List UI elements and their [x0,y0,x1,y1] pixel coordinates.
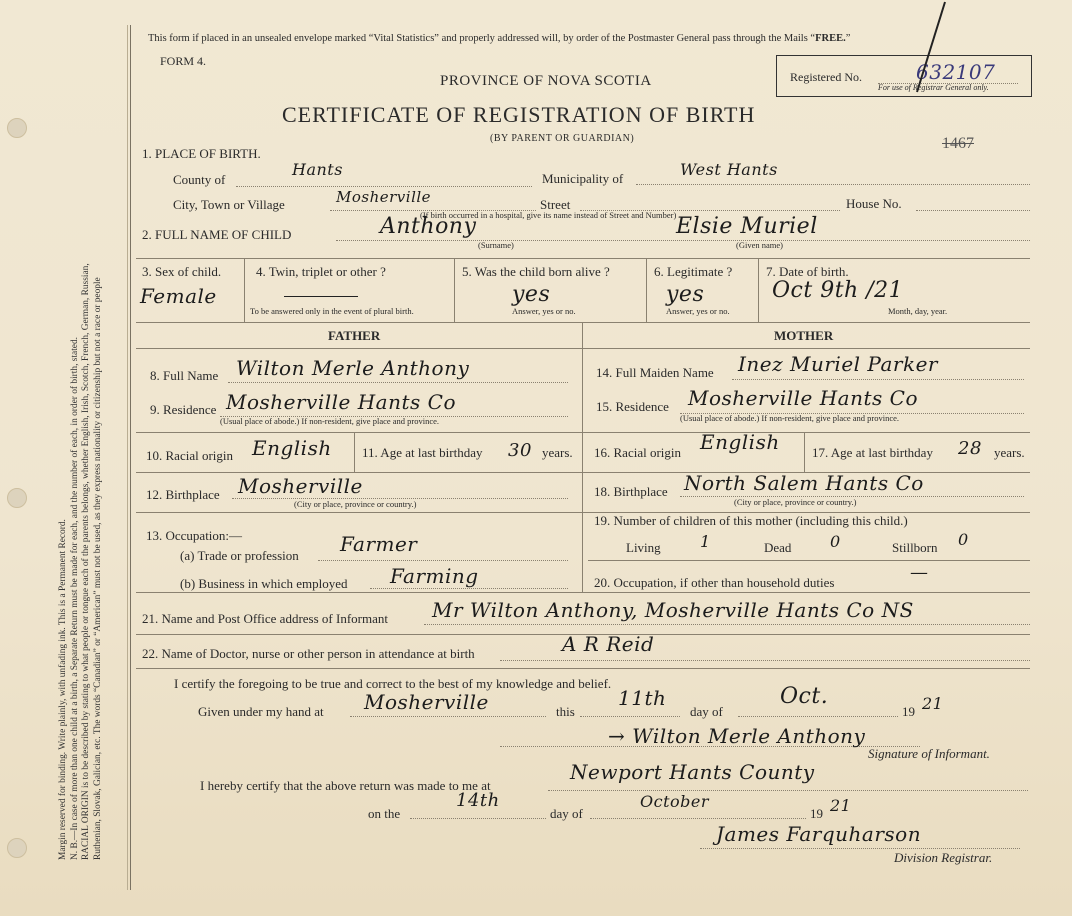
street-label: Street [540,197,571,212]
child-name-label: 2. FULL NAME OF CHILD [142,227,292,242]
day-of-label: day of [690,704,723,719]
reg-day-line [410,818,546,819]
given-line [350,716,546,717]
parents-divider [582,322,583,592]
given-label: Given under my hand at [198,704,324,719]
living-label: Living [626,540,661,555]
mother-birthplace: North Salem Hants Co [684,471,924,495]
twin-label: 4. Twin, triplet or other ? [256,264,386,279]
doctor-label: 22. Name of Doctor, nurse or other person in attendance at birth [142,646,475,661]
municipality-label: Municipality of [542,171,624,186]
registrar-sig-line [700,848,1020,849]
rule [454,258,455,322]
twin-note: To be answered only in the event of plural birth. [250,306,414,316]
sex-value: Female [140,284,217,308]
father-name-label: 8. Full Name [150,368,219,383]
business-line [370,588,568,589]
registrar-day: 14th [456,790,500,811]
father-birthplace: Mosherville [238,474,363,498]
registrar-place-line [548,790,1028,791]
stillborn-value: 0 [958,530,969,549]
father-name: Wilton Merle Anthony [236,356,470,380]
doctor-value: A R Reid [562,632,655,656]
mother-heading: MOTHER [774,328,834,343]
margin-rule [130,25,131,890]
mother-age: 28 [958,438,982,459]
trade-line [318,560,568,561]
registrar-signature: James Farquharson [716,822,922,846]
dead-label: Dead [764,540,792,555]
alive-label: 5. Was the child born alive ? [462,264,610,279]
rule [136,322,1030,323]
date-value: Oct 9th /21 [772,278,904,303]
place-label: 1. PLACE OF BIRTH. [142,146,261,161]
living-value: 1 [700,532,711,551]
margin-rule [127,25,128,890]
mother-res-note: (Usual place of abode.) If non-resident, give place and province. [680,413,900,423]
trade-value: Farmer [340,532,418,556]
father-res-label: 9. Residence [150,402,217,417]
certify-text: I certify the foregoing to be true and correct to the best of my knowledge and belief. [174,676,612,691]
mother-name-line [732,379,1024,380]
mother-res-label: 15. Residence [596,399,669,414]
municipality-line [636,184,1030,185]
margin-notes [58,263,104,860]
date-note: Month, day, year. [888,306,948,316]
reg-year-prefix: 19 [810,806,823,821]
mother-occ: — [910,562,929,583]
alive-value: yes [512,282,551,307]
secondary-number: 1467 [942,135,974,152]
year-prefix: 19 [902,704,915,719]
city-value: Mosherville [336,188,432,206]
certificate-title: CERTIFICATE OF REGISTRATION OF BIRTH [282,102,756,127]
mother-occ-label: 20. Occupation, if other than household duties [594,575,835,590]
legit-label: 6. Legitimate ? [654,264,733,279]
day-line [580,716,680,717]
legit-note: Answer, yes or no. [666,306,730,316]
signature-label: Signature of Informant. [868,746,990,761]
rule [136,592,1030,593]
doctor-line [500,660,1030,661]
child-name-line [336,240,1030,241]
binding-hole [7,118,27,138]
father-racial: English [252,436,332,460]
margin-note: N. B.—In case of more than one child at a birth, a Separate Return must be made for each, and the number of each, in order of birth, stated. [69,337,80,860]
registrar-year: 21 [830,796,852,815]
child-surname: Anthony [380,214,477,239]
certify-year: 21 [922,694,944,713]
reg-month-line [590,818,806,819]
mother-racial-label: 16. Racial origin [594,445,682,460]
mother-bp-note: (City or place, province or country.) [734,497,857,507]
informant-label: 21. Name and Post Office address of Informant [142,611,388,626]
rule [646,258,647,322]
margin-note: RACIAL ORIGIN is to be described by stating to what people or tongue each of the parents belongs, whether English, Irish, Scotch, French, German, Russian, [81,263,91,860]
certify-month: Oct. [780,684,829,709]
mother-age-label: 17. Age at last birthday [812,445,933,460]
mother-residence: Mosherville Hants Co [688,386,918,410]
mother-racial: English [700,430,780,454]
mother-name: Inez Muriel Parker [738,352,938,376]
house-line [916,210,1030,211]
registrar-title: Division Registrar. [894,850,993,865]
rule [136,348,1030,349]
date-label: 7. Date of birth. [766,264,849,279]
dead-value: 0 [830,532,841,551]
rule [758,258,759,322]
postal-note: This form if placed in an unsealed envelope marked “Vital Statistics” and properly addressed will, by order of the Postmaster General pass through the Mails “FREE.” [148,33,851,44]
children-label: 19. Number of children of this mother (including this child.) [594,513,908,528]
trade-label: (a) Trade or profession [180,548,299,563]
on-label: on the [368,806,401,821]
father-bp-note: (City or place, province or country.) [294,499,417,509]
county-line [236,186,532,187]
margin-note: Margin reserved for binding. Write plainly, with unfading ink. This is a Permanent Record. [58,519,68,860]
child-given-name: Elsie Muriel [676,214,818,239]
municipality-value: West Hants [680,160,778,179]
rule [804,432,805,472]
city-label: City, Town or Village [173,197,285,212]
rule [244,258,245,322]
father-res-note: (Usual place of abode.) If non-resident, give place and province. [220,416,440,426]
stillborn-label: Stillborn [892,540,938,555]
rule [136,258,1030,259]
reg-day-of-label: day of [550,806,583,821]
informant-signature: → Wilton Merle Anthony [608,724,866,748]
business-value: Farming [390,564,479,588]
rule [136,432,1030,433]
binding-hole [7,838,27,858]
given-place: Mosherville [364,690,489,714]
father-heading: FATHER [328,328,381,343]
sex-label: 3. Sex of child. [142,264,222,279]
alive-note: Answer, yes or no. [512,306,576,316]
form-number: FORM 4. [160,54,207,68]
this-label: this [556,704,575,719]
mother-name-label: 14. Full Maiden Name [596,365,714,380]
registrar-month: October [640,792,709,811]
occupation-label: 13. Occupation:— [146,528,243,543]
mother-years: years. [994,445,1025,460]
father-birthplace-label: 12. Birthplace [146,487,220,502]
certify-day: 11th [618,686,667,710]
father-name-line [228,382,568,383]
registered-label: Registered No. [790,70,862,84]
father-age-label: 11. Age at last birthday [362,445,483,460]
father-residence: Mosherville Hants Co [226,390,456,414]
hospital-note: (If birth occurred in a hospital, give its name instead of Street and Number) [420,210,677,220]
province-heading: PROVINCE OF NOVA SCOTIA [440,73,652,89]
margin-note: Ruthenian, Slovak, Galician, etc. The words “Canadian” or “American” must not be used, as they express nationality or citizenship but not a race or people [92,277,103,860]
pencil-stroke [895,0,955,100]
rule [136,668,1030,669]
binding-hole [7,488,27,508]
registrar-place: Newport Hants County [570,760,815,784]
father-age: 30 [508,440,532,461]
mother-birthplace-label: 18. Birthplace [594,484,668,499]
surname-note: (Surname) [478,240,514,250]
county-value: Hants [292,160,343,179]
father-racial-label: 10. Racial origin [146,448,234,463]
father-years: years. [542,445,573,460]
legit-value: yes [666,282,705,307]
business-label: (b) Business in which employed [180,576,348,591]
informant-value: Mr Wilton Anthony, Mosherville Hants Co NS [432,598,914,622]
registered-number: 632107 [916,60,996,84]
certificate-subtitle: (BY PARENT OR GUARDIAN) [490,133,635,144]
given-note: (Given name) [736,240,783,250]
twin-dash [284,296,358,297]
house-label: House No. [846,196,902,211]
informant-line [424,624,1030,625]
registrar-text: I hereby certify that the above return was made to me at [200,778,491,793]
county-label: County of [173,172,226,187]
rule [588,560,1030,561]
rule [354,432,355,472]
registered-note: For use of Registrar General only. [878,83,989,92]
month-line [738,716,898,717]
